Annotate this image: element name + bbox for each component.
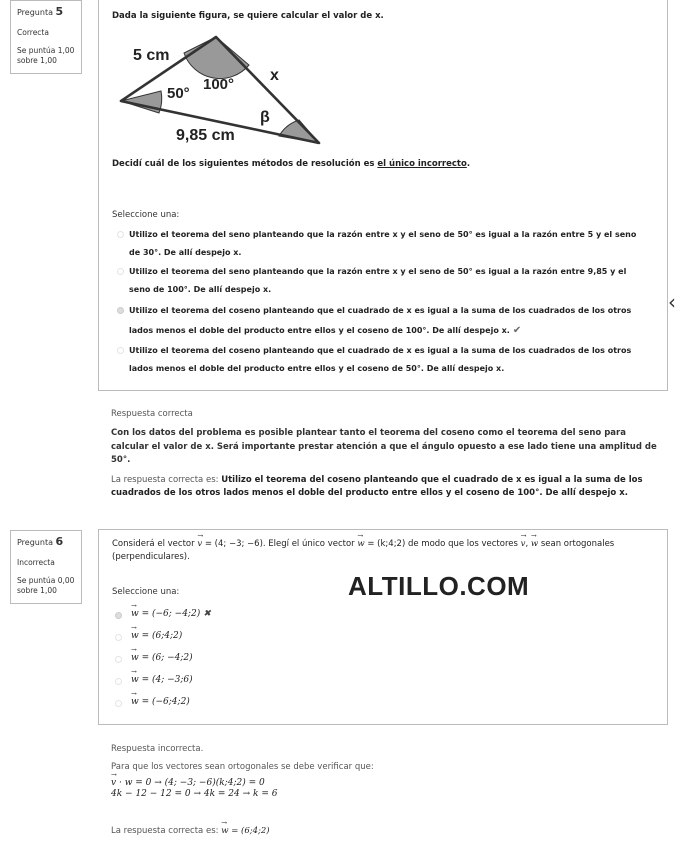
triangle-figure — [109, 30, 329, 150]
side-right-label: x — [270, 67, 279, 84]
question-5-formulation — [98, 0, 668, 391]
question-5-option-3[interactable]: Utilizo el teorema del coseno planteando que el cuadrado de x es igual a la suma de los cuadrados de los otros lados menos el doble del producto entre ellos y el coseno de 100°. De allí despejo x. ✔ — [117, 302, 647, 343]
question-6-formulation — [98, 529, 668, 725]
question-5-info — [10, 0, 82, 74]
radio-button[interactable] — [115, 700, 122, 707]
angle-top-label: 100° — [203, 76, 235, 93]
question-5-text: Dada la siguiente figura, se quiere calcular el valor de x. — [112, 11, 384, 21]
watermark-logo: ALTILLO.COM — [348, 571, 530, 601]
question-5-option-4[interactable]: Utilizo el teorema del coseno planteando que el cuadrado de x es igual a la suma de los cuadrados de los otros lados menos el doble del producto entre ellos y el coseno de 50°. De allí despejo x. — [117, 342, 647, 378]
question-5-state: Correcta — [17, 27, 49, 37]
question-6-info — [10, 530, 82, 604]
question-6-number: Pregunta 6 — [17, 535, 64, 548]
radio-button[interactable] — [115, 678, 122, 685]
radio-button[interactable] — [115, 634, 122, 641]
radio-button[interactable] — [117, 231, 124, 238]
equation-line-1: → v · w = 0 → (4; −3; −6)(k;4;2) = 0 — [111, 778, 661, 789]
side-top-label: 5 cm — [133, 47, 170, 64]
feedback-equations — [111, 778, 661, 800]
question-6-option-3[interactable]: → w = (6; −4;2) — [119, 653, 193, 663]
question-6-option-4[interactable]: → w = (4; −3;6) — [119, 675, 193, 685]
side-bottom-label: 9,85 cm — [176, 127, 235, 144]
question-6-option-1[interactable]: → w = (−6; −4;2) ✖ — [119, 609, 211, 619]
question-5-grade: Se puntúa 1,00 sobre 1,00 — [17, 45, 75, 66]
right-answer: La respuesta correcta es: Utilizo el teorema del coseno planteando que el cuadrado de x es igual a la suma de los cuadrados de los otros lados menos el doble del producto entre ellos y el coseno de 100°. De allí despejo x. — [111, 474, 643, 499]
feedback-text: Para que los vectores sean ortogonales se debe verificar que: — [111, 762, 374, 772]
right-answer: La respuesta correcta es: → w = (6;4;2) — [111, 826, 661, 836]
angle-left-label: 50° — [167, 85, 190, 102]
question-6-text: Considerá el vector → v = (4; −3; −6). Elegí el único vector → w = (k;4;2) de modo que los vectores → v, → w sean ortogonales (perpendiculares). — [112, 538, 652, 564]
angle-right-label: β — [260, 109, 270, 126]
question-5-option-2[interactable]: Utilizo el teorema del seno planteando que la razón entre x y el seno de 50° es igual a la razón entre 9,85 y el seno de 100°. De allí despejo x. — [117, 263, 647, 299]
question-6-option-5[interactable]: → w = (−6;4;2) — [119, 697, 190, 707]
question-6-state: Incorrecta — [17, 557, 55, 567]
question-6-prompt: Seleccione una: — [112, 587, 180, 597]
radio-button-selected[interactable] — [115, 612, 122, 619]
feedback-status: Respuesta incorrecta. — [111, 744, 204, 754]
question-6-feedback — [111, 744, 661, 836]
check-icon: ✔ — [512, 325, 522, 336]
radio-button[interactable] — [117, 268, 124, 275]
feedback-status: Respuesta correcta — [111, 409, 193, 419]
chevron-left-icon[interactable]: ‹ — [668, 290, 676, 314]
question-5-instruction: Decidí cuál de los siguientes métodos de resolución es el único incorrecto. — [112, 159, 471, 169]
question-6-grade: Se puntúa 0,00 sobre 1,00 — [17, 575, 75, 596]
question-5-feedback — [111, 409, 661, 501]
question-5-number: Pregunta 5 — [17, 5, 64, 18]
equation-line-2: 4k − 12 − 12 = 0 → 4k = 24 → k = 6 — [111, 788, 278, 799]
cross-icon: ✖ — [203, 609, 211, 619]
question-5-option-1[interactable]: Utilizo el teorema del seno planteando que la razón entre x y el seno de 50° es igual a la razón entre 5 y el seno de 30°. De allí despejo x. — [117, 226, 647, 262]
question-5-prompt: Seleccione una: — [112, 210, 180, 220]
radio-button-selected[interactable] — [117, 307, 124, 314]
radio-button[interactable] — [115, 656, 122, 663]
question-6-option-2[interactable]: → w = (6;4;2) — [119, 631, 182, 641]
radio-button[interactable] — [117, 347, 124, 354]
feedback-text: Con los datos del problema es posible plantear tanto el teorema del coseno como el teorema del seno para calcular el valor de x. Será importante prestar atención a que el ángulo opuesto a ese lado tiene una amplitud de 50°. — [111, 428, 657, 466]
